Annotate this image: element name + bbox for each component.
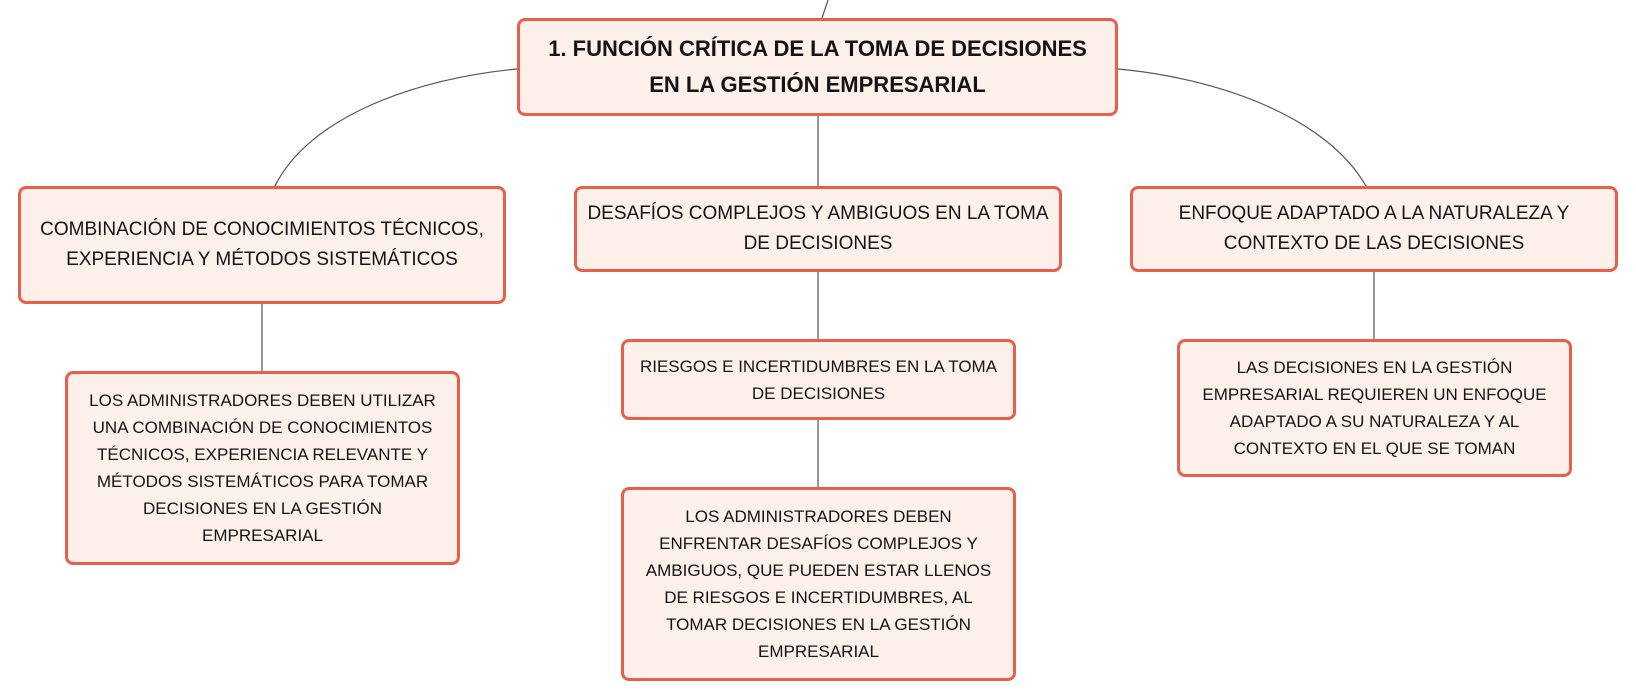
root-node-label: 1. FUNCIÓN CRÍTICA DE LA TOMA DE DECISIONES EN LA GESTIÓN EMPRESARIAL [548, 36, 1087, 97]
leaf-node-adapted-approach-detail-label: LAS DECISIONES EN LA GESTIÓN EMPRESARIAL REQUIEREN UN ENFOQUE ADAPTADO A SU NATURALEZA Y AL CONTEXTO EN EL QUE SE TOMAN [1202, 358, 1547, 458]
connector-root-to-enfoque [1118, 69, 1366, 186]
branch-node-tech-combination-label: COMBINACIÓN DE CONOCIMIENTOS TÉCNICOS, EXPERIENCIA Y MÉTODOS SISTEMÁTICOS [40, 219, 484, 270]
branch-node-tech-combination[interactable] [18, 186, 506, 304]
sub-node-risks-uncertainties-label: RIESGOS E INCERTIDUMBRES EN LA TOMA DE DECISIONES [639, 356, 998, 403]
connector-root-parent [822, 0, 828, 18]
branch-node-adapted-approach[interactable] [1130, 186, 1618, 272]
connector-root-to-tech [275, 69, 517, 186]
sub-node-risks-uncertainties[interactable] [621, 339, 1016, 420]
branch-node-adapted-approach-label: ENFOQUE ADAPTADO A LA NATURALEZA Y CONTEXTO DE LAS DECISIONES [1178, 203, 1570, 254]
leaf-node-tech-combination-detail-label: LOS ADMINISTRADORES DEBEN UTILIZAR UNA COMBINACIÓN DE CONOCIMIENTOS TÉCNICOS, EXPERIENCIA RELEVANTE Y MÉTODOS SISTEMÁTICOS PARA TOMAR DECISIONES EN LA GESTIÓN EMPRESARIAL [89, 391, 436, 545]
branch-node-complex-challenges-label: DESAFÍOS COMPLEJOS Y AMBIGUOS EN LA TOMA DE DECISIONES [587, 203, 1049, 254]
leaf-node-risks-detail[interactable] [621, 487, 1016, 681]
leaf-node-risks-detail-label: LOS ADMINISTRADORES DEBEN ENFRENTAR DESAFÍOS COMPLEJOS Y AMBIGUOS, QUE PUEDEN ESTAR LLENOS DE RIESGOS E INCERTIDUMBRES, AL TOMAR DECISIONES EN LA GESTIÓN EMPRESARIAL [645, 507, 992, 661]
branch-node-complex-challenges[interactable] [574, 186, 1062, 272]
leaf-node-adapted-approach-detail[interactable] [1177, 339, 1572, 477]
leaf-node-tech-combination-detail[interactable] [65, 371, 460, 565]
root-node[interactable] [517, 18, 1118, 116]
